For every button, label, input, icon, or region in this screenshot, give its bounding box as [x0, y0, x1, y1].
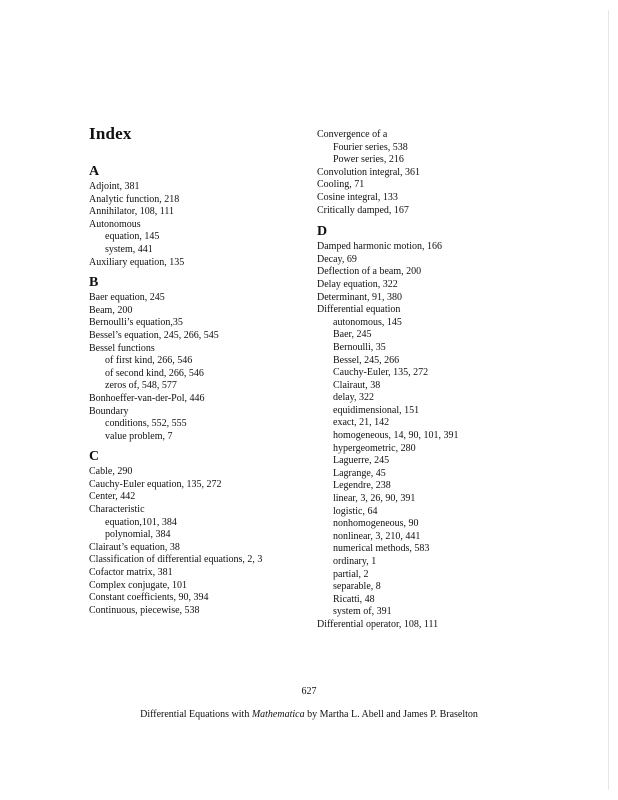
- index-entry: Bessel functions: [89, 342, 155, 354]
- index-entry: Cofactor matrix, 381: [89, 567, 173, 579]
- index-subentry: homogeneous, 14, 90, 101, 391: [333, 430, 459, 442]
- section-letter: D: [317, 224, 328, 240]
- index-subentry: Fourier series, 538: [333, 141, 408, 153]
- index-entry: Continuous, piecewise, 538: [89, 604, 200, 616]
- index-column-left: [89, 164, 299, 617]
- index-subentry: Power series, 216: [333, 154, 404, 166]
- index-entry: Deflection of a beam, 200: [317, 266, 422, 278]
- index-entry: Bessel’s equation, 245, 266, 545: [89, 329, 219, 341]
- index-entry: Adjoint, 381: [89, 181, 140, 192]
- index-entry: Determinant, 91, 380: [317, 291, 402, 303]
- index-entry: Analytic function, 218: [89, 193, 180, 205]
- index-entry: Damped harmonic motion, 166: [317, 241, 442, 253]
- index-entry: Characteristic: [89, 504, 145, 516]
- index-subentry: conditions, 552, 555: [105, 418, 187, 430]
- index-subentry: Laguerre, 245: [333, 455, 390, 467]
- index-subentry: hypergeometric, 280: [333, 442, 416, 454]
- index-entry: Autonomous: [89, 218, 141, 230]
- index-subentry: Bessel, 245, 266: [333, 354, 400, 366]
- index-subentry: value problem, 7: [105, 430, 173, 442]
- index-entry: Decay, 69: [317, 253, 357, 265]
- index-subentry: nonlinear, 3, 210, 441: [333, 530, 421, 542]
- index-subentry: delay, 322: [333, 392, 375, 404]
- index-entry: Clairaut’s equation, 38: [89, 541, 180, 553]
- index-entry: Differential equation: [317, 304, 401, 316]
- page-footer: [0, 709, 618, 720]
- index-entry: Convolution integral, 361: [317, 166, 421, 178]
- index-subentry: system of, 391: [333, 606, 392, 618]
- index-subentry: separable, 8: [333, 581, 381, 593]
- index-entry: Cable, 290: [89, 466, 133, 478]
- section-letter: A: [89, 164, 100, 179]
- footer-book-title: Mathematica: [251, 709, 305, 720]
- index-section: [317, 224, 537, 631]
- index-subentry: of first kind, 266, 546: [105, 355, 193, 367]
- index-subentry: equation,101, 384: [105, 516, 177, 528]
- index-entry: Annihilator, 108, 111: [89, 206, 174, 218]
- index-subentry: Legendre, 238: [333, 480, 391, 492]
- index-entry: Cosine integral, 133: [317, 191, 398, 203]
- footer-text-before: Differential Equations with: [140, 709, 252, 720]
- index-entry: Bonhoeffer-van-der-Pol, 446: [89, 392, 205, 404]
- section-letter: B: [89, 275, 99, 291]
- index-entry: Complex conjugate, 101: [89, 579, 188, 591]
- index-subentry: of second kind, 266, 546: [105, 367, 204, 379]
- index-subentry: Ricatti, 48: [333, 593, 375, 605]
- index-subentry: logistic, 64: [333, 505, 378, 517]
- index-subentry: polynomial, 384: [105, 529, 171, 541]
- index-entry: Center, 442: [89, 491, 136, 503]
- index-subentry: Clairaut, 38: [333, 379, 381, 391]
- index-subentry: Cauchy-Euler, 135, 272: [333, 367, 429, 379]
- index-section: [89, 275, 299, 443]
- index-subentry: numerical methods, 583: [333, 543, 430, 555]
- index-subentry: zeros of, 548, 577: [105, 380, 177, 392]
- index-subentry: exact, 21, 142: [333, 417, 390, 429]
- index-entry: Delay equation, 322: [317, 278, 398, 290]
- index-subentry: system, 441: [105, 243, 153, 255]
- index-section: [89, 164, 299, 269]
- index-entry: Auxiliary equation, 135: [89, 256, 185, 268]
- index-entry: Beam, 200: [89, 304, 133, 316]
- index-subentry: ordinary, 1: [333, 556, 377, 567]
- page-edge-rule: [608, 10, 609, 790]
- index-entry: Convergence of a: [317, 129, 388, 140]
- index-section: [89, 449, 299, 617]
- index-subentry: equation, 145: [105, 231, 160, 243]
- section-letter: C: [89, 449, 100, 465]
- index-subentry: Baer, 245: [333, 329, 372, 341]
- index-entry: Baer equation, 245: [89, 292, 165, 304]
- index-entry: Differential operator, 108, 111: [317, 618, 439, 630]
- index-subentry: partial, 2: [333, 568, 369, 580]
- index-subentry: equidimensional, 151: [333, 404, 420, 416]
- index-entry: Bernoulli’s equation,35: [89, 317, 183, 329]
- index-subentry: linear, 3, 26, 90, 391: [333, 493, 416, 505]
- index-subentry: Lagrange, 45: [333, 467, 386, 479]
- index-entry: Classification of differential equations, 2, 3: [89, 554, 263, 566]
- footer-text-after: by Martha L. Abell and James P. Braselton: [304, 709, 478, 720]
- index-subentry: Bernoulli, 35: [333, 341, 386, 353]
- index-column-right: [317, 129, 537, 632]
- index-entry: Boundary: [89, 405, 129, 417]
- page-number: 627: [301, 686, 317, 697]
- index-subentry: autonomous, 145: [333, 316, 402, 328]
- index-section: [317, 129, 537, 217]
- index-subentry: nonhomogeneous, 90: [333, 518, 419, 530]
- index-entry: Cooling, 71: [317, 179, 365, 191]
- index-entry: Constant coefficients, 90, 394: [89, 592, 209, 604]
- index-entry: Cauchy-Euler equation, 135, 272: [89, 478, 222, 490]
- page-title: Index: [89, 124, 132, 143]
- index-entry: Critically damped, 167: [317, 204, 409, 216]
